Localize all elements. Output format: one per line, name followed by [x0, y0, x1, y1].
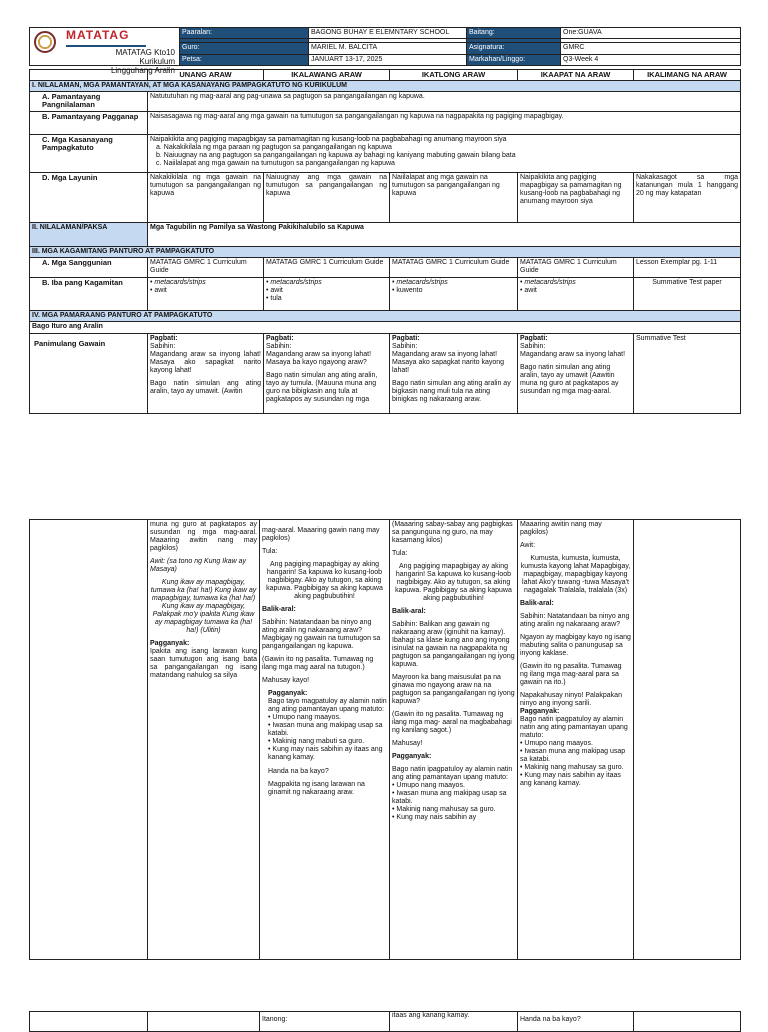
references-label: A. Mga Sanggunian — [30, 258, 148, 278]
song-lyrics: Kung ikaw ay mapagbigay, tumawa ka (ha! ha!) Kung ikaw ay mapagbigay, tumawa ka (ha! ha!) Kung ikaw ay mapagbigay, Palakpak mo'y ipakita Kung ikaw ay mapagbigay tumawa ka (ha! ha!) (Ulitin) — [150, 579, 257, 634]
objective-day-2: Naiuugnay ang mga gawain na tumutugon sa pangangailangan ng kapuwa — [264, 173, 390, 223]
standard-item: • Umupo nang maayos. — [392, 782, 515, 790]
greeting-heading: Pagbati: — [150, 335, 178, 342]
motivation-heading: Pagganyak: — [392, 753, 432, 760]
review-heading: Balik-aral: — [262, 606, 296, 613]
standards-intro: Bago tayo magpatuloy ay alamin natin ang ating pamantayan upang matuto: — [268, 698, 387, 713]
standard-item: • Iwasan muna ang makipag usap sa katabi. — [392, 790, 515, 806]
label-cell-empty — [30, 520, 148, 960]
review-note: (Gawin ito ng pasalita. Tumawag ng ilang mga mag aaral na tutugon.) — [262, 656, 374, 671]
materials-day-2 — [264, 278, 390, 311]
cont-day-2 — [260, 520, 390, 960]
standard-item: • Kung may nais sabihin ay — [392, 814, 515, 822]
objective-day-3: Naiilalapat ang mga gawain na tumutugon sa pangangailangan ng kapuwa — [390, 173, 518, 223]
cont-day-4 — [518, 520, 634, 960]
subject-label: Asignatura: — [467, 43, 561, 54]
intro-day-4 — [518, 334, 634, 414]
deped-seal-icon — [34, 31, 56, 53]
material-item: • metacards/strips — [266, 279, 387, 287]
standard-item: • Kung may nais sabihin ay itaas ang kanang kamay. — [520, 772, 631, 788]
material-item: • kuwento — [392, 287, 515, 295]
kto-line-2: Kurikulum — [139, 57, 175, 66]
motivation-heading: Pagganyak: — [268, 690, 308, 697]
say-label: Sabihin: — [520, 343, 546, 350]
greeting-heading: Pagbati: — [392, 335, 420, 342]
content-standard-label: A. Pamantayang Pangnilalaman — [30, 92, 148, 112]
standards-intro: Bago natin ipagpatuloy ay alamin natin ang ating pamantayan upang matuto: — [520, 716, 628, 739]
intro-activity-label: Panimulang Gawain — [30, 334, 148, 414]
day-4-header: IKAAPAT NA ARAW — [518, 70, 634, 81]
logo-underline — [66, 45, 146, 47]
praise-text: Mahusay kayo! — [262, 677, 310, 684]
material-item: • metacards/strips — [392, 279, 515, 287]
standards-intro: Bago natin ipagpatuloy ay alamin natin ang ating pamantayan upang matuto: — [392, 766, 513, 781]
materials-day-1 — [148, 278, 264, 311]
ready-question: Handa na ba kayo? — [268, 768, 329, 775]
material-item: • tula — [266, 295, 387, 303]
review-note: (Gawin ito ng pasalita. Tumawag ng ilang mga mag-aaral para sa gawain na ito.) — [520, 663, 622, 686]
praise-text: Napakahusay ninyo! Palakpakan ninyo ang inyong sarili. — [520, 692, 622, 707]
standard-item: • Iwasan muna ang makipag usap sa katabi. — [520, 748, 631, 764]
instruction-text: Bago natin simulan ang ating aralin, tayo ay umawit (Aawitin muna ng guro at pagkatapos ay susundan ng mga mag-aaral. — [520, 364, 619, 395]
date-value: JANUART 13-17, 2025 — [309, 54, 467, 65]
competency-main: Naipakikita ang pagiging mapagbigay sa pamamagitan ng kusang-loob na pagbabahagi ng anumang mayroon siya — [150, 136, 507, 143]
song-label: Awit: — [520, 542, 536, 549]
review-text: Sabihin: Balikan ang gawain ng nakaraang araw (iginuhit na kamay). Ibahagi sa klase kung ano ang inyong isinulat na gawain na nagpapakita ng pagtugon sa pangangailangan ng iyong kapuwa. — [392, 621, 515, 668]
lesson-table — [29, 69, 741, 414]
performance-standard-label: B. Pamantayang Pagganap — [30, 112, 148, 135]
school-label: Paaralan: — [180, 28, 309, 39]
day-3-header: IKATLONG ARAW — [390, 70, 518, 81]
subject-value: GMRC — [561, 43, 741, 54]
p3-day-3: itaas ang kanang kamay. — [390, 1012, 518, 1032]
school-value: BAGONG BUHAY E ELEMNTARY SCHOOL — [309, 28, 467, 39]
intro-day-3 — [390, 334, 518, 414]
song-instruction: muna ng guro at pagkatapos ay susundan ng mga mag-aaral. Maaaring awitin nang may pagkilos) — [150, 521, 257, 552]
song-instruction: Maaaring awitin nang may pagkilos) — [520, 521, 602, 536]
material-item: • awit — [266, 287, 387, 295]
review-text: Sabihin: Natatandaan ba ninyo ang ating aralin ng nakaraang araw? Magbigay ng gawain na tumutugon sa pangangailangan ng kapuwa. — [262, 619, 381, 650]
p3-day-4: Handa na ba kayo? — [518, 1012, 634, 1032]
label-cell-empty — [30, 1012, 148, 1032]
poem-instruction: mag-aaral. Maaaring gawin nang may pagkilos) — [262, 527, 380, 542]
review-heading: Balik-aral: — [520, 600, 554, 607]
motivation-heading: Pagganyak: — [150, 640, 190, 647]
greeting-heading: Pagbati: — [266, 335, 294, 342]
poem-label: Tula: — [392, 550, 408, 557]
competencies-label: C. Mga Kasanayang Pampagkatuto — [30, 135, 148, 173]
reference-day-2: MATATAG GMRC 1 Curriculum Guide — [264, 258, 390, 278]
lesson-table-page-3 — [29, 1011, 741, 1032]
before-lesson-heading: Bago Ituro ang Aralin — [30, 322, 741, 334]
competency-b: b. Naiuugnay na ang pagtugon sa pangangailangan ng kapuwa ay bahagi ng kaniyang mabuting gawain bilang bata — [156, 152, 516, 159]
competency-c: c. Naiilalapat ang mga gawain na tumutugon sa pangangailangan ng kapuwa — [156, 160, 395, 167]
grade-value: One:GUAVA — [561, 28, 741, 39]
objective-day-4: Naipakikita ang pagiging mapagbigay sa pamamagitan ng kusang-loob na pagbabahagi ng anumang mayroon siya — [518, 173, 634, 223]
quarter-value: Q3-Week 4 — [561, 54, 741, 65]
materials-day-5: Summative Test paper — [634, 278, 741, 311]
motivation-text: Ipakita ang isang larawan kung saan tumutugon ang isang bata sa pangangailangan ng isang matandang nahulog sa silya — [150, 648, 257, 679]
reference-day-4: MATATAG GMRC 1 Curriculum Guide — [518, 258, 634, 278]
intro-day-2 — [264, 334, 390, 414]
standard-item: • Kung may nais sabihin ay itaas ang kanang kamay. — [268, 746, 387, 762]
reference-day-5: Lesson Exemplar pg. 1-11 — [634, 258, 741, 278]
standard-item: • Makinig nang mahusay sa guro. — [392, 806, 515, 814]
intro-day-1 — [148, 334, 264, 414]
p3-day-5 — [634, 1012, 741, 1032]
review-question: Mayroon ka bang maisusulat pa na ginawa mo ngayong araw na na pagtugon sa pangangailangan ng iyong kapuwa? — [392, 674, 515, 705]
lesson-plan-page-2 — [29, 519, 741, 960]
greeting-text: Magandang araw sa inyong lahat! Masaya ako sapagkat narito kayong lahat! — [392, 351, 505, 374]
teacher-value: MARIEL M. BALCITA — [309, 43, 467, 54]
kto-line-3: Lingguhang Aralin — [110, 66, 175, 75]
greeting-text: Magandang araw sa inyong lahat! Masaya ba kayo ngayong araw? — [266, 351, 372, 366]
standard-item: • Iwasan muna ang makipag usap sa katabi. — [268, 722, 387, 738]
lesson-plan-page-1 — [29, 27, 741, 414]
date-label: Petsa: — [180, 54, 309, 65]
intro-day-5: Summative Test — [634, 334, 741, 414]
materials-label: B. Iba pang Kagamitan — [30, 278, 148, 311]
say-label: Sabihin: — [392, 343, 418, 350]
quarter-label: Markahan/Linggo: — [467, 54, 561, 65]
motivation-heading: Pagganyak: — [520, 708, 560, 715]
objective-day-1: Nakakikilala ng mga gawain na tumutugon sa pangangailangan ng kapuwa — [148, 173, 264, 223]
poem-text: Ang pagiging mapagbigay ay aking hangarin! Sa kapuwa ko kusang-loob nagbibigay. Ako ay tutugon, sa aking kapuwa. Pagbibigay sa aking kapuwa aking pagbubutihin! — [395, 563, 512, 602]
cont-day-3 — [390, 520, 518, 960]
song-title: Awit: (sa tono ng Kung Ikaw ay Masaya) — [150, 558, 246, 573]
poem-label: Tula: — [262, 548, 278, 555]
standard-item: • Makinig nang mabuti sa guro. — [268, 738, 387, 746]
standard-item: • Umupo nang maayos. — [268, 714, 387, 722]
show-picture-text: Magpakita ng isang larawan na ginamit ng nakaraang araw. — [268, 781, 365, 796]
poem-text: Ang pagiging mapagbigay ay aking hangarin! Sa kapuwa ko kusang-loob nagbibigay. Ako ay tutugon, sa aking kapuwa. Pagbibigay sa aking kapuwa aking pagbubutihin! — [266, 561, 383, 600]
review-task: Ngayon ay magbigay kayo ng isang mabuting salita o panungusap sa inyong kaklase. — [520, 634, 631, 657]
day-5-header: IKALIMANG NA ARAW — [634, 70, 741, 81]
praise-text: Mahusay! — [392, 740, 423, 747]
materials-day-4 — [518, 278, 634, 311]
topic-label: II. NILALAMAN/PAKSA — [30, 223, 148, 247]
instruction-text: Bago natin simulan ang ating aralin, tayo ay umawit. (Awitin — [150, 380, 261, 395]
review-note: (Gawin ito ng pasalita. Tumawag ng ilang mga mag- aaral na magbabahagi ng kanilang sagot.) — [392, 711, 512, 734]
material-item: • awit — [520, 287, 631, 295]
reference-day-1: MATATAG GMRC 1 Curriculum Guide — [148, 258, 264, 278]
content-standard-text: Natututuhan ng mag-aaral ang pag-unawa sa pagtugon sa pangangailangan ng kapuwa. — [148, 92, 741, 112]
matatag-logo: MATATAG — [66, 28, 130, 42]
review-text: Sabihin: Natatandaan ba ninyo ang ating aralin ng nakaraang araw? — [520, 613, 630, 628]
say-label: Sabihin: — [266, 343, 292, 350]
section-3-heading: III. MGA KAGAMITANG PANTURO AT PAMPAGKATUTO — [30, 247, 741, 258]
cont-day-1 — [148, 520, 260, 960]
reference-day-3: MATATAG GMRC 1 Curriculum Guide — [390, 258, 518, 278]
p3-day-2: Itanong: — [260, 1012, 390, 1032]
section-1-heading: I. NILALAMAN, MGA PAMANTAYAN, AT MGA KASANAYANG PAMPAGKATUTO NG KURIKULUM — [30, 81, 741, 92]
instruction-text: Bago natin simulan ang ating aralin, tayo ay tumula. (Mauuna muna ang guro na bibigkasin ang tula at pagkatapos ay susundan ng mga — [266, 372, 378, 403]
review-heading: Balik-aral: — [392, 608, 426, 615]
cont-day-5 — [634, 520, 741, 960]
standard-item: • Umupo nang maayos. — [520, 740, 631, 748]
kurikulum-title — [111, 48, 175, 75]
performance-standard-text: Naisasagawa ng mag-aaral ang mga gawain na tumutugon sa pangangailangan ng kapuwa na nagpapakita ng pagiging mapagbigay. — [148, 112, 741, 135]
lesson-table-continued — [29, 519, 741, 960]
objectives-label: D. Mga Layunin — [30, 173, 148, 223]
grade-label: Baitang: — [467, 28, 561, 39]
day-2-header: IKALAWANG ARAW — [264, 70, 390, 81]
competency-a: a. Nakakikilala ng mga paraan ng pagtugon sa pangangailangan ng kapuwa — [156, 144, 392, 151]
teacher-label: Guro: — [180, 43, 309, 54]
greeting-heading: Pagbati: — [520, 335, 548, 342]
instruction-text: Bago natin simulan ang ating aralin ay bigkasin nang muli tula na ating binigkas ng nakaraang araw. — [392, 380, 511, 403]
say-label: Sabihin: — [150, 343, 176, 350]
material-item: • awit — [150, 287, 261, 295]
topic-text: Mga Tagubilin ng Pamilya sa Wastong Pakikihalubilo sa Kapuwa — [148, 223, 741, 247]
competencies-text — [148, 135, 741, 173]
p3-day-1 — [148, 1012, 260, 1032]
objective-day-5: Nakakasagot sa mga katanungan mula 1 hanggang 20 ng may katapatan — [634, 173, 741, 223]
recital-instruction: (Maaaring sabay-sabay ang pagbigkas sa pangunguna ng guro, na may kasamang kilos) — [392, 521, 513, 544]
material-item: • metacards/strips — [150, 279, 261, 287]
section-4-heading: IV. MGA PAMARAANG PANTURO AT PAMPAGKATUTO — [30, 311, 741, 322]
greeting-text: Magandang araw sa inyong lahat! — [520, 351, 626, 358]
material-item: • metacards/strips — [520, 279, 631, 287]
greeting-text: Magandang araw sa inyong lahat! Masaya ako sapagkat narito kayong lahat! — [150, 351, 261, 374]
day-1-header: UNANG ARAW — [148, 70, 264, 81]
school-logo-cell — [30, 28, 180, 75]
lesson-plan-page-3 — [29, 1011, 741, 1032]
standard-item: • Makinig nang mahusay sa guro. — [520, 764, 631, 772]
materials-day-3 — [390, 278, 518, 311]
song-lyrics: Kumusta, kumusta, kumusta, kumusta kayong lahat Mapagbigay, mapagbigay, mapagbigay kayong lahat Ako'y tuwang -tuwa Masaya't nagagalak Tralalala, tralalala (3x) — [520, 555, 631, 594]
kto-line-1: MATATAG Kto10 — [115, 48, 175, 57]
